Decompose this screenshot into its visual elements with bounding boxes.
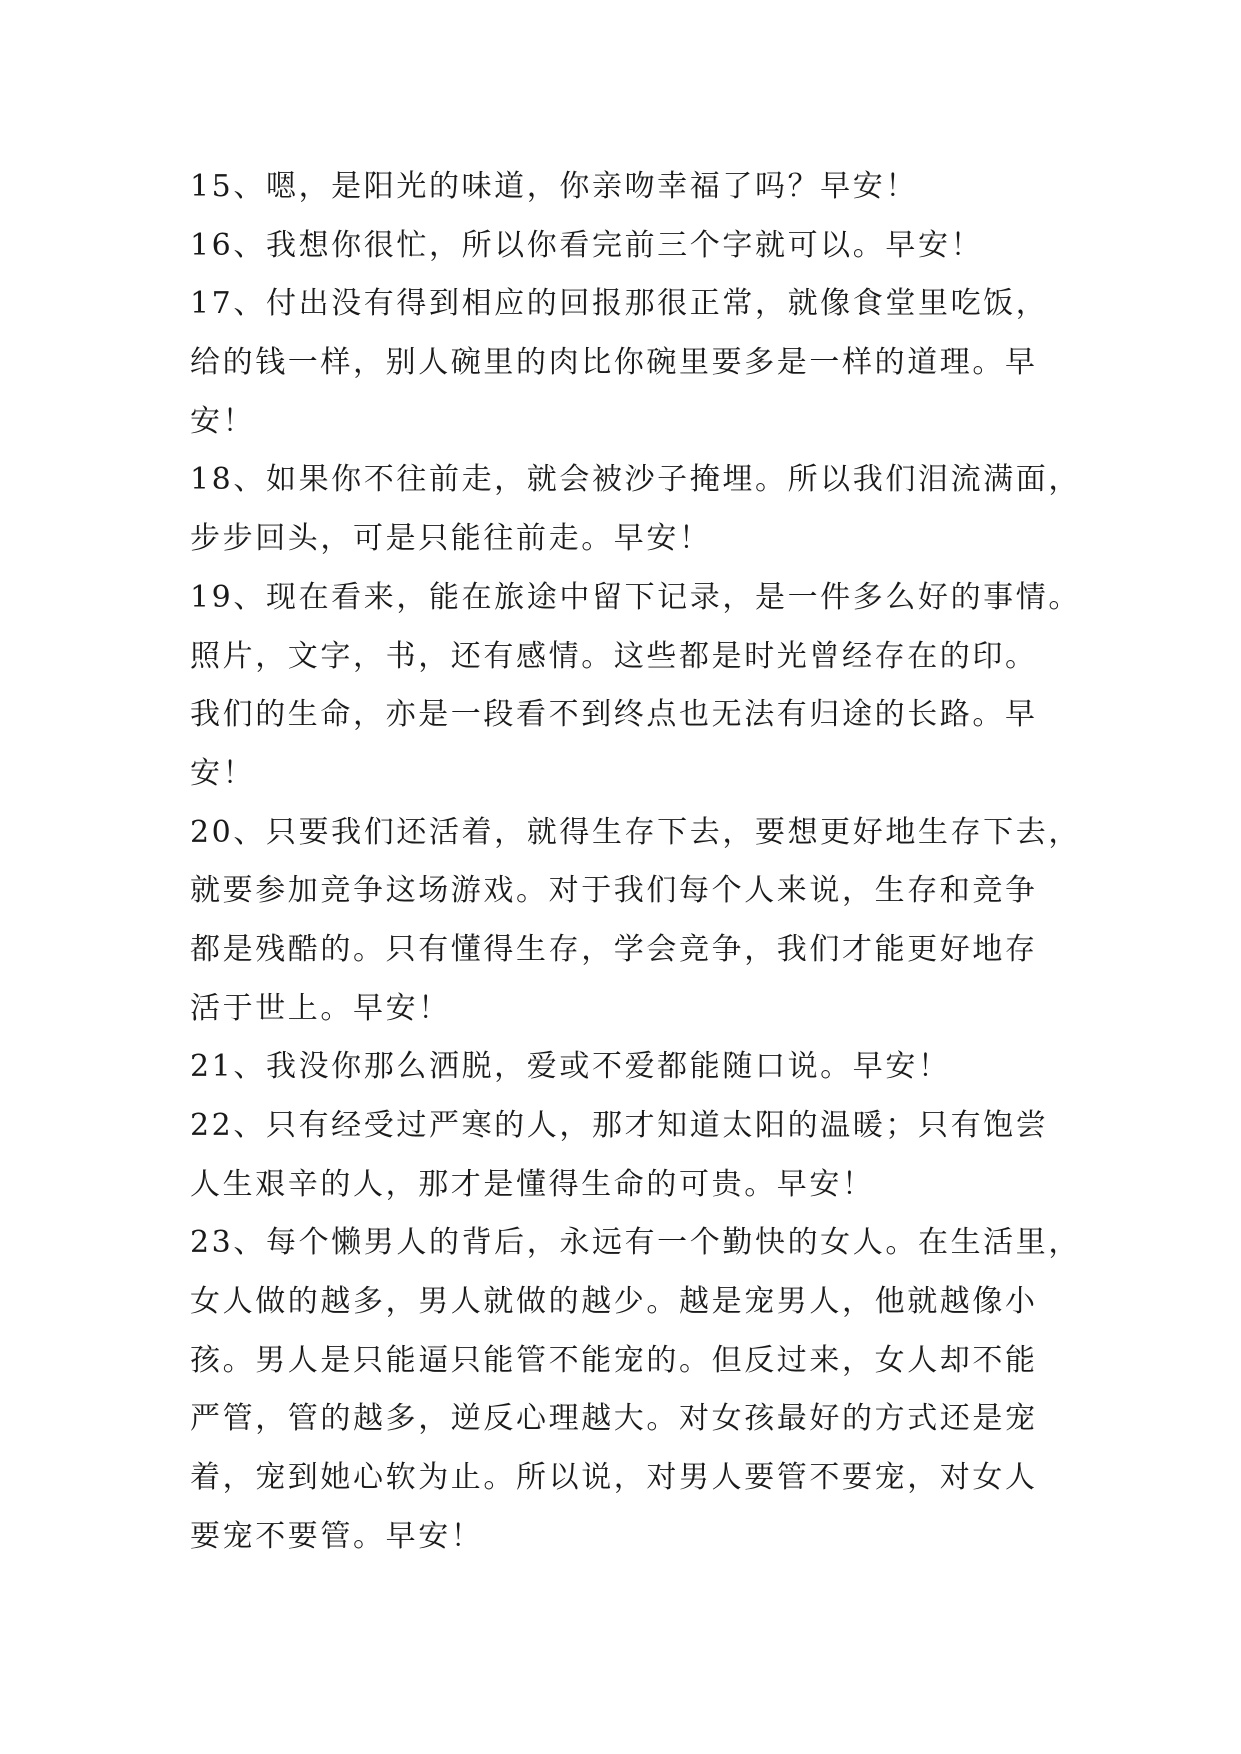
text-line: 20、只要我们还活着，就得生存下去，要想更好地生存下去， [190,814,1081,850]
text-line: 23、每个懒男人的背后，永远有一个勤快的女人。在生活里， [190,1225,1081,1261]
text-line: 19、现在看来，能在旅途中留下记录，是一件多么好的事情。 [190,579,1081,615]
text-line: 都是残酷的。只有懂得生存，学会竞争，我们才能更好地存 [190,931,1038,967]
text-line: 16、我想你很忙，所以你看完前三个字就可以。早安！ [190,227,984,263]
text-line: 15、嗯，是阳光的味道，你亲吻幸福了吗？早安！ [190,169,918,204]
text-line: 给的钱一样，别人碗里的肉比你碗里要多是一样的道理。早 [190,345,1038,381]
text-line: 21、我没你那么洒脱，爱或不爱都能随口说。早安！ [190,1049,951,1085]
text-line: 人生艰辛的人，那才是懂得生命的可贵。早安！ [190,1166,875,1202]
text-line: 女人做的越多，男人就做的越少。越是宠男人，他就越像小 [190,1284,1038,1320]
text-line: 严管，管的越多，逆反心理越大。对女孩最好的方式还是宠 [190,1401,1038,1437]
text-line: 就要参加竞争这场游戏。对于我们每个人来说，生存和竞争 [190,873,1038,909]
text-line: 照片，文字，书，还有感情。这些都是时光曾经存在的印。 [190,638,1038,674]
text-line: 安！ [190,403,256,439]
text-line: 17、付出没有得到相应的回报那很正常，就像食堂里吃饭， [190,286,1049,322]
text-body [190,158,1081,1567]
text-line: 我们的生命，亦是一段看不到终点也无法有归途的长路。早 [190,697,1038,733]
text-line: 步步回头，可是只能往前走。早安！ [190,521,712,557]
text-line: 孩。男人是只能逼只能管不能宠的。但反过来，女人却不能 [190,1342,1038,1378]
text-line: 安！ [190,755,256,791]
text-line: 18、如果你不往前走，就会被沙子掩埋。所以我们泪流满面， [190,462,1081,498]
text-line: 22、只有经受过严寒的人，那才知道太阳的温暖；只有饱尝 [190,1108,1049,1143]
text-line: 着，宠到她心软为止。所以说，对男人要管不要宠，对女人 [190,1460,1038,1496]
text-line: 要宠不要管。早安！ [190,1518,484,1554]
text-line: 活于世上。早安！ [190,990,451,1026]
